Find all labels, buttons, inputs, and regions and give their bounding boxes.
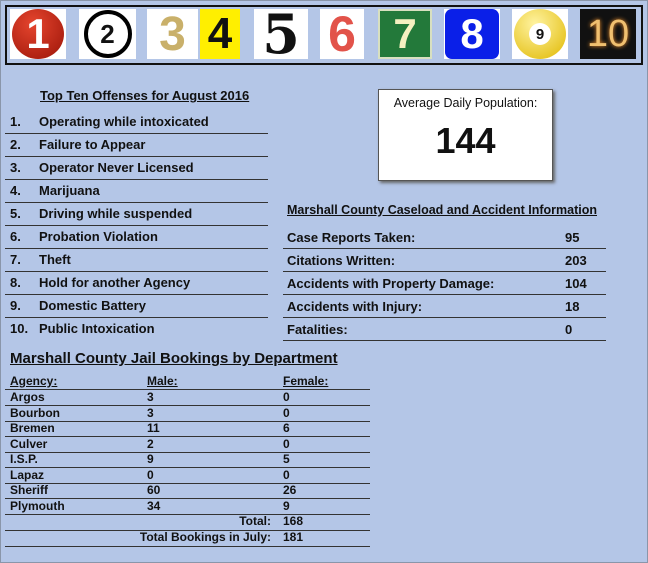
- row-divider: [283, 248, 606, 249]
- july-total-value: 181: [283, 530, 304, 544]
- offense-label: Failure to Appear: [39, 137, 146, 152]
- offense-label: Hold for another Agency: [39, 275, 191, 290]
- caseload-label: Case Reports Taken:: [287, 230, 416, 245]
- female-count: 6: [283, 421, 290, 435]
- offense-label: Probation Violation: [39, 229, 158, 244]
- caseload-value: 203: [565, 253, 587, 268]
- total-value: 168: [283, 514, 304, 528]
- female-count: 0: [283, 405, 290, 420]
- agency-name: Lapaz: [10, 467, 45, 482]
- female-count: 0: [283, 436, 290, 451]
- row-divider: [5, 546, 370, 547]
- agency-name: Bourbon: [10, 405, 60, 420]
- row-divider: [5, 452, 370, 453]
- male-count: 34: [147, 498, 161, 513]
- row-divider: [5, 133, 268, 134]
- female-count: 0: [283, 390, 290, 404]
- july-total-label: Total Bookings in July:: [139, 530, 271, 544]
- agency-name: Plymouth: [10, 498, 65, 513]
- agency-name: I.S.P.: [10, 452, 38, 466]
- caseload-label: Accidents with Property Damage:: [287, 276, 495, 291]
- male-count: 2: [147, 436, 154, 451]
- row-divider: [5, 202, 268, 203]
- row-divider: [5, 483, 370, 484]
- caseload-value: 95: [565, 230, 580, 245]
- male-count: 11: [147, 421, 160, 435]
- row-divider: [5, 317, 268, 318]
- row-divider: [5, 156, 268, 157]
- offense-number: 4.: [10, 183, 21, 198]
- row-divider: [283, 294, 606, 295]
- male-count: 3: [147, 405, 154, 420]
- population-box: [378, 89, 553, 181]
- male-count: 60: [147, 483, 161, 497]
- female-count: 26: [283, 483, 297, 497]
- column-header: Female:: [283, 374, 329, 388]
- row-divider: [5, 271, 268, 272]
- row-divider: [5, 514, 370, 515]
- caseload-label: Fatalities:: [287, 322, 348, 337]
- number-3-icon: 3: [147, 9, 198, 59]
- agency-name: Sheriff: [10, 483, 49, 497]
- population-value: 144: [435, 120, 496, 161]
- offense-number: 10.: [10, 321, 29, 336]
- row-divider: [5, 225, 268, 226]
- number-10-icon: 10: [580, 9, 636, 59]
- column-header: Agency:: [10, 374, 58, 388]
- offense-number: 7.: [10, 252, 21, 267]
- offense-number: 2.: [10, 137, 21, 152]
- offense-label: Operator Never Licensed: [39, 160, 194, 175]
- offense-number: 3.: [10, 160, 21, 175]
- female-count: 9: [283, 498, 290, 513]
- caseload-value: 0: [565, 322, 573, 337]
- offense-label: Operating while intoxicated: [39, 114, 209, 129]
- number-5-icon: 5: [254, 9, 308, 59]
- male-count: 0: [147, 467, 154, 482]
- offenses-title: Top Ten Offenses for August 2016: [40, 88, 250, 103]
- agency-name: Argos: [10, 390, 45, 404]
- male-count: 9: [147, 452, 154, 466]
- offense-number: 8.: [10, 275, 21, 290]
- row-divider: [5, 436, 370, 437]
- female-count: 0: [283, 467, 290, 482]
- number-1-icon: 1: [10, 9, 66, 59]
- offense-label: Driving while suspended: [39, 206, 193, 221]
- offense-label: Public Intoxication: [39, 321, 155, 336]
- row-divider: [5, 467, 370, 468]
- offense-label: Domestic Battery: [39, 298, 146, 313]
- number-banner: [5, 2, 643, 66]
- female-count: 5: [283, 452, 290, 466]
- offense-label: Marijuana: [39, 183, 100, 198]
- agency-name: Bremen: [10, 421, 55, 435]
- row-divider: [5, 294, 268, 295]
- caseload-label: Citations Written:: [287, 253, 396, 268]
- number-9-icon: 9: [514, 9, 566, 59]
- number-6-icon: 6: [320, 9, 364, 59]
- caseload-value: 104: [565, 276, 587, 291]
- bookings-title: Marshall County Jail Bookings by Department: [10, 350, 338, 367]
- population-label: Average Daily Population:: [393, 96, 538, 110]
- offense-label: Theft: [39, 252, 71, 267]
- offense-number: 1.: [10, 114, 21, 129]
- offense-number: 6.: [10, 229, 21, 244]
- caseload-title: Marshall County Caseload and Accident Information: [287, 203, 597, 217]
- caseload-value: 18: [565, 299, 580, 314]
- offense-number: 9.: [10, 298, 21, 313]
- row-divider: [5, 389, 370, 390]
- number-4-icon: 4: [200, 9, 240, 59]
- column-header: Male:: [147, 374, 178, 388]
- row-divider: [283, 317, 606, 318]
- row-divider: [5, 179, 268, 180]
- agency-name: Culver: [10, 436, 48, 451]
- offense-number: 5.: [10, 206, 21, 221]
- number-7-icon: 7: [378, 9, 432, 59]
- male-count: 3: [147, 390, 154, 404]
- number-8-icon: 8: [445, 9, 499, 59]
- row-divider: [283, 340, 606, 341]
- row-divider: [5, 421, 370, 422]
- row-divider: [5, 248, 268, 249]
- total-label: Total:: [239, 514, 271, 528]
- number-2-icon: 2: [79, 9, 136, 59]
- row-divider: [283, 271, 606, 272]
- caseload-label: Accidents with Injury:: [287, 299, 423, 314]
